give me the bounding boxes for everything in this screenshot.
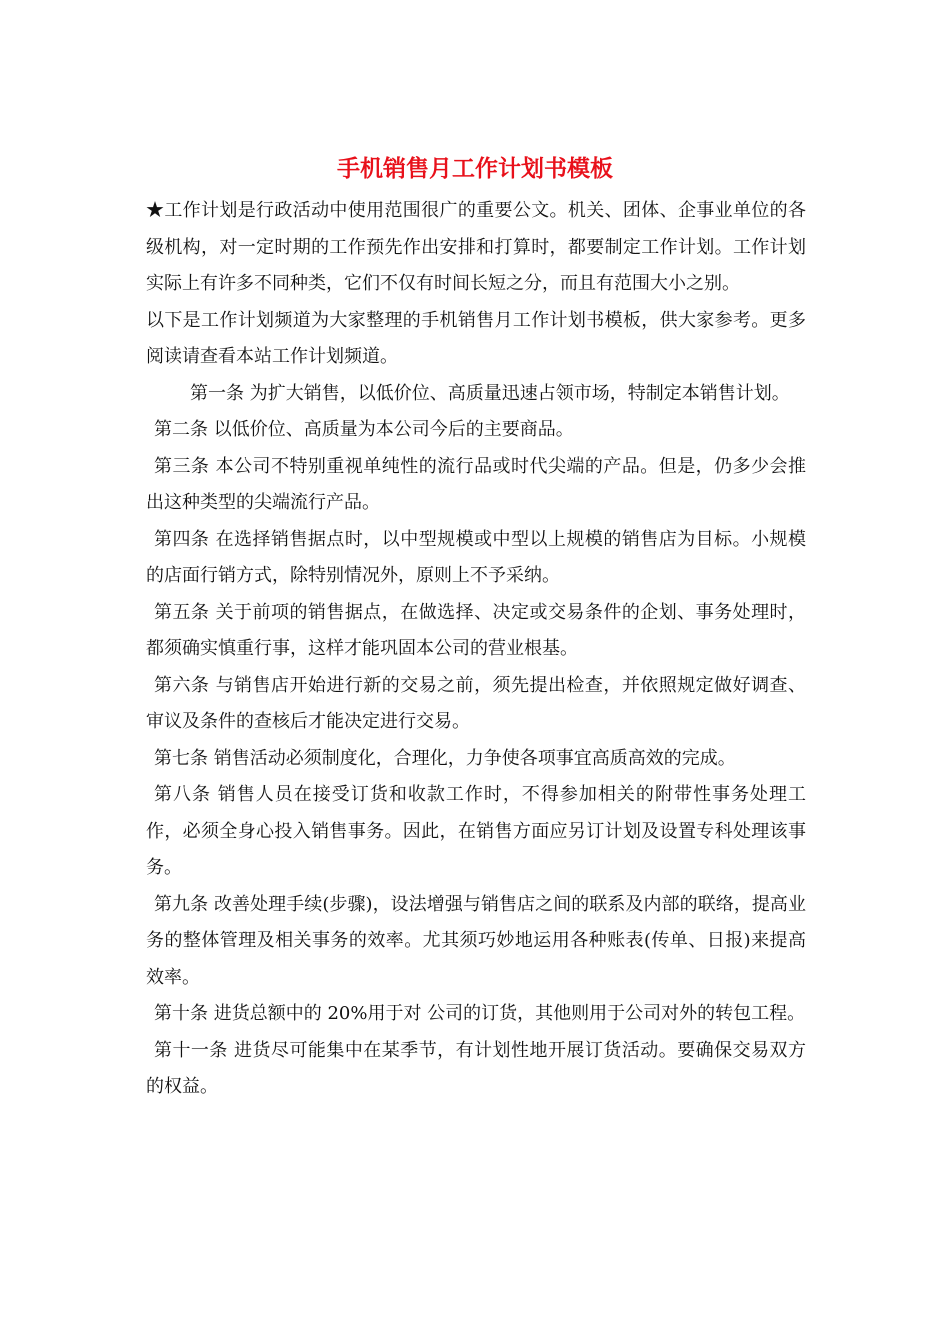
- source-paragraph: 以下是工作计划频道为大家整理的手机销售月工作计划书模板，供大家参考。更多阅读请查看本站工作计划频道。: [146, 309, 806, 367]
- article-11: 第十一条 进货尽可能集中在某季节，有计划性地开展订货活动。要确保交易双方的权益。: [146, 1039, 806, 1097]
- document-body: [146, 193, 806, 1106]
- article-3: 第三条 本公司不特别重视单纯性的流行品或时代尖端的产品。但是，仍多少会推出这种类型的尖端流行产品。: [146, 455, 806, 513]
- article-9: 第九条 改善处理手续(步骤)，设法增强与销售店之间的联系及内部的联络，提高业务的整体管理及相关事务的效率。尤其须巧妙地运用各种账表(传单、日报)来提高效率。: [146, 893, 806, 988]
- article-1: 第一条 为扩大销售，以低价位、高质量迅速占领市场，特制定本销售计划。: [190, 382, 790, 404]
- document-title: 手机销售月工作计划书模板: [337, 155, 613, 182]
- article-4: 第四条 在选择销售据点时，以中型规模或中型以上规模的销售店为目标。小规模的店面行销方式，除特别情况外，原则上不予采纳。: [146, 528, 806, 586]
- article-2: 第二条 以低价位、高质量为本公司今后的主要商品。: [154, 419, 574, 440]
- article-6: 第六条 与销售店开始进行新的交易之前，须先提出检查，并依照规定做好调查、审议及条件的查核后才能决定进行交易。: [146, 674, 806, 732]
- intro-paragraph: ★工作计划是行政活动中使用范围很广的重要公文。机关、团体、企事业单位的各级机构，对一定时期的工作预先作出安排和打算时，都要制定工作计划。工作计划实际上有许多不同种类，它们不仅有时间长短之分，而且有范围大小之别。: [146, 200, 806, 294]
- article-10: 第十条 进货总额中的 20%用于对 公司的订货，其他则用于公司对外的转包工程。: [154, 1003, 806, 1024]
- article-8: 第八条 销售人员在接受订货和收款工作时，不得参加相关的附带性事务处理工作，必须全身心投入销售事务。因此，在销售方面应另订计划及设置专科处理该事务。: [146, 784, 806, 878]
- article-7: 第七条 销售活动必须制度化，合理化，力争使各项事宜高质高效的完成。: [154, 747, 736, 769]
- article-5: 第五条 关于前项的销售据点，在做选择、决定或交易条件的企划、事务处理时，都须确实慎重行事，这样才能巩固本公司的营业根基。: [146, 601, 806, 659]
